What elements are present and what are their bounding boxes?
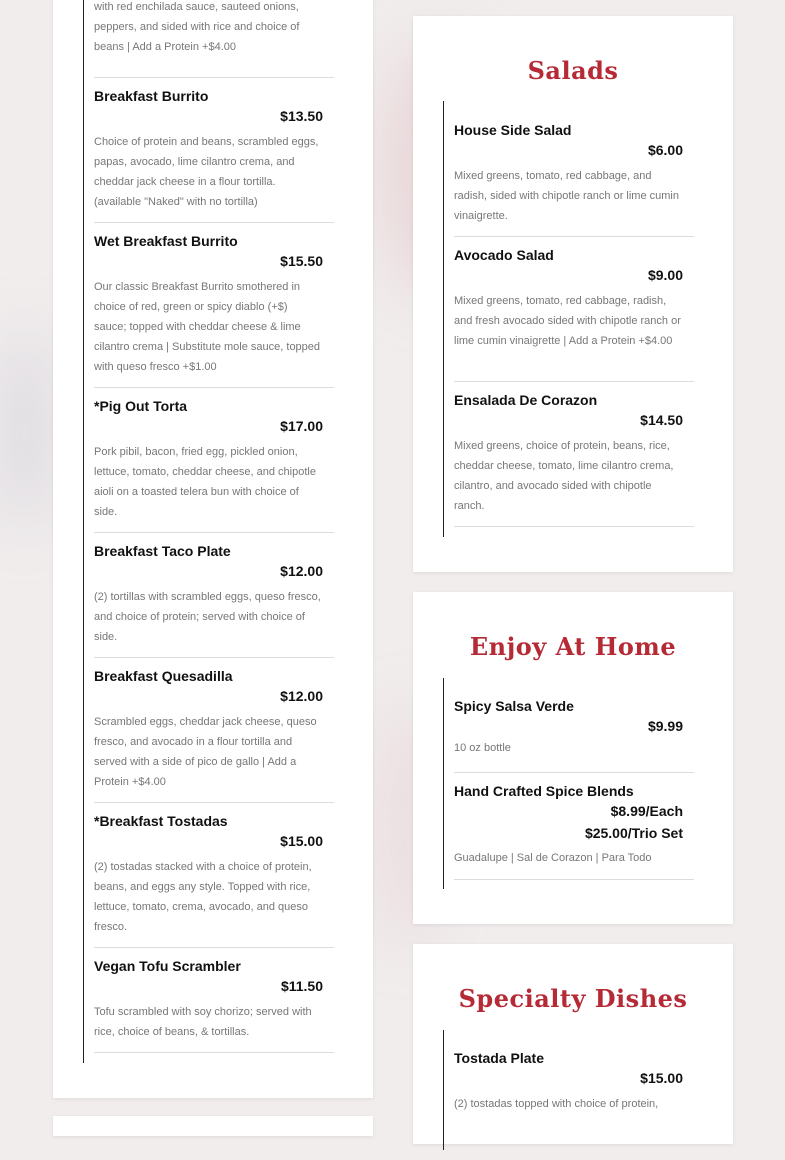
item-description: Pork pibil, bacon, fried egg, pickled onion, lettuce, tomato, cheddar cheese, and chipotle aioli on a toasted telera bun with choice of side. xyxy=(94,446,316,518)
item-name: Ensalada De Corazon xyxy=(454,392,598,408)
menu-item xyxy=(454,688,694,773)
item-name: Breakfast Taco Plate xyxy=(94,543,231,559)
section-title: Enjoy At Home xyxy=(469,632,677,661)
item-description: Mixed greens, tomato, red cabbage, and radish, sided with chipotle ranch or lime cumin vinaigrette. xyxy=(454,170,679,222)
item-price: $8.99/Each xyxy=(610,803,683,819)
item-description: Mixed greens, tomato, red cabbage, radish, and fresh avocado sided with chipotle ranch or lime cumin vinaigrette | Add a Protein +$4.00 xyxy=(454,295,681,347)
menu-item xyxy=(94,388,334,533)
item-description: 10 oz bottle xyxy=(454,742,511,754)
item-price-secondary: $25.00/Trio Set xyxy=(584,825,683,841)
breakfast-card xyxy=(53,0,373,1098)
next-section-card xyxy=(53,1116,373,1136)
item-description: Guadalupe | Sal de Corazon | Para Todo xyxy=(454,852,652,864)
menu-item xyxy=(454,382,694,527)
item-price: $13.50 xyxy=(280,108,323,124)
item-name: Vegan Tofu Scrambler xyxy=(94,958,241,974)
item-name: Tostada Plate xyxy=(454,1050,544,1066)
item-description: Mixed greens, choice of protein, beans, rice, cheddar cheese, tomato, lime cilantro crema, cilantro, and avocado sided with chipotle ranch. xyxy=(454,440,674,512)
item-name: Hand Crafted Spice Blends xyxy=(454,783,634,799)
item-price: $17.00 xyxy=(280,418,323,434)
item-price: $11.50 xyxy=(280,978,323,994)
item-name: Breakfast Quesadilla xyxy=(94,668,233,684)
salads-card xyxy=(413,16,733,572)
menu-item xyxy=(94,533,334,658)
item-price: $12.00 xyxy=(280,688,323,704)
section-title: Salads xyxy=(527,56,619,85)
item-description: (2) tostadas topped with choice of protein, xyxy=(454,1098,659,1110)
menu-item xyxy=(454,1040,694,1160)
menu-item xyxy=(94,223,334,388)
menu-item xyxy=(94,803,334,948)
item-price: $15.00 xyxy=(280,833,323,849)
item-price: $9.99 xyxy=(647,718,683,734)
menu-item xyxy=(454,773,694,880)
item-name: Avocado Salad xyxy=(454,247,554,263)
item-price: $15.50 xyxy=(280,253,323,269)
item-name: Wet Breakfast Burrito xyxy=(94,233,238,249)
item-name: House Side Salad xyxy=(454,122,572,138)
item-description: Our classic Breakfast Burrito smothered in choice of red, green or spicy diablo (+$) sauce; topped with cheddar cheese & lime cilantro crema | Substitute mole sauce, topped with queso fresco +$1.00 xyxy=(94,281,321,373)
item-price: $12.00 xyxy=(280,563,323,579)
menu-item xyxy=(94,0,334,78)
item-price: $9.00 xyxy=(647,267,683,283)
menu-item xyxy=(94,658,334,803)
background-pattern xyxy=(0,330,50,530)
item-name: Spicy Salsa Verde xyxy=(454,698,574,714)
item-description: Choice of protein and beans, scrambled eggs, papas, avocado, lime cilantro crema, and cheddar jack cheese in a flour tortilla. (available "Naked" with no tortilla) xyxy=(94,136,319,208)
item-description: with red enchilada sauce, sauteed onions, peppers, and sided with rice and choice of beans | Add a Protein +$4.00 xyxy=(94,1,300,53)
item-price: $14.50 xyxy=(640,412,683,428)
item-name: *Breakfast Tostadas xyxy=(94,813,228,829)
item-description: Scrambled eggs, cheddar jack cheese, queso fresco, and avocado in a flour tortilla and served with a side of pico de gallo | Add a Protein +$4.00 xyxy=(94,716,317,788)
item-description: (2) tostadas stacked with a choice of protein, beans, and eggs any style. Topped with rice, lettuce, tomato, crema, avocado, and queso fresco. xyxy=(94,861,312,933)
menu-item xyxy=(94,948,334,1053)
specialty-dishes-card xyxy=(413,944,733,1144)
menu-item xyxy=(454,237,694,382)
item-name: *Pig Out Torta xyxy=(94,398,188,414)
section-title: Specialty Dishes xyxy=(458,984,688,1013)
section-divider-line xyxy=(83,0,84,1063)
menu-item xyxy=(454,112,694,237)
item-description: (2) tortillas with scrambled eggs, queso fresco, and choice of protein; served with choice of side. xyxy=(94,591,321,643)
section-divider-line xyxy=(443,1030,444,1150)
enjoy-at-home-card xyxy=(413,592,733,924)
menu-item xyxy=(94,78,334,223)
item-description: Tofu scrambled with soy chorizo; served with rice, choice of beans, & tortillas. xyxy=(94,1006,312,1038)
section-divider-line xyxy=(443,101,444,537)
section-divider-line xyxy=(443,678,444,889)
item-price: $6.00 xyxy=(647,142,683,158)
item-name: Breakfast Burrito xyxy=(94,88,209,104)
item-price: $15.00 xyxy=(640,1070,683,1086)
